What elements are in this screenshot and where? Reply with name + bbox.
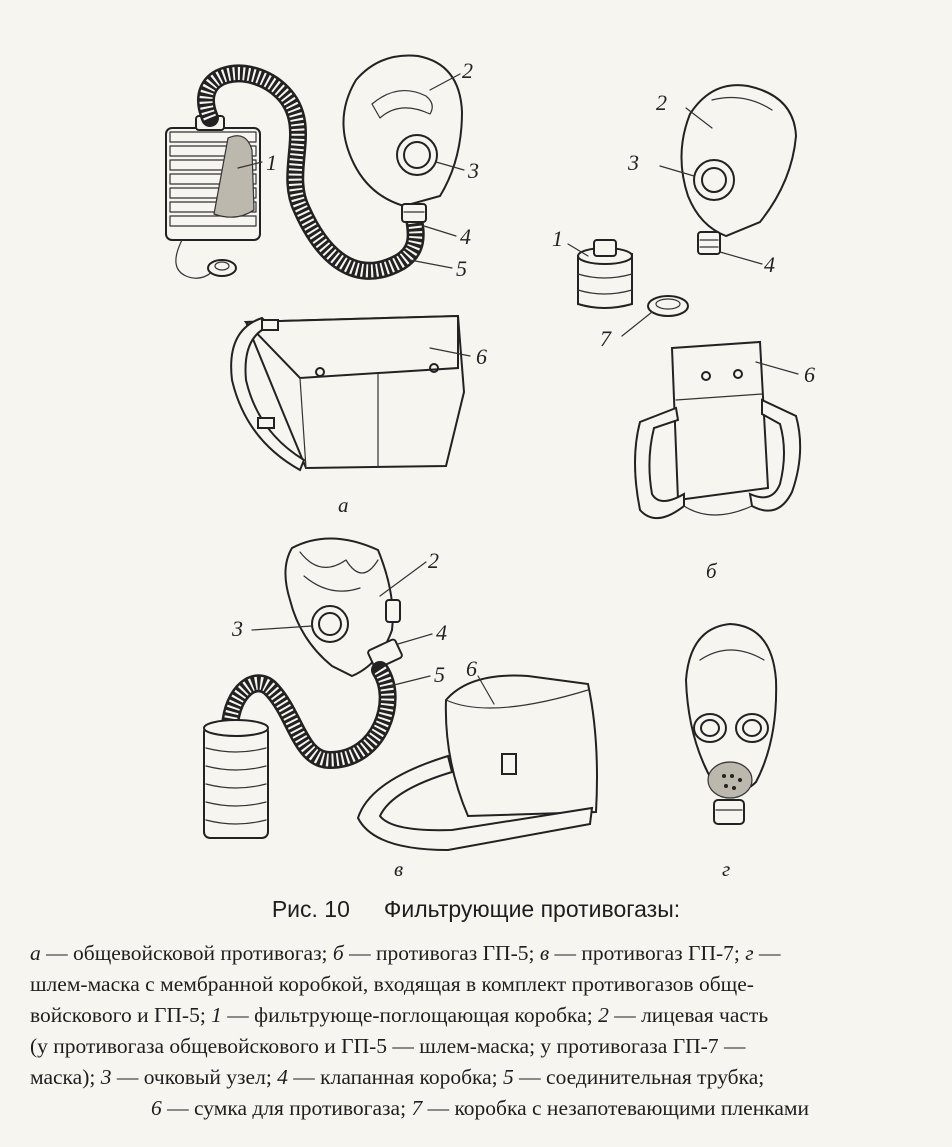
caption-text: — лицевая часть	[608, 1003, 769, 1027]
mask-bag-b	[635, 342, 800, 518]
helmet-mask-b	[681, 85, 796, 254]
caption-key: а	[30, 941, 41, 965]
caption-key: 5	[503, 1065, 514, 1089]
caption-text: — соединительная трубка;	[513, 1065, 765, 1089]
callout-v-6: 6	[466, 656, 477, 681]
filter-canister-a	[166, 116, 260, 278]
caption-line	[30, 1000, 930, 1031]
panel-a	[166, 56, 487, 518]
panel-g	[686, 624, 776, 881]
caption-text: — сумка для противогаза;	[161, 1096, 412, 1120]
panel-b	[552, 85, 815, 583]
caption-text: — фильтрующе-поглощающая коробка;	[221, 1003, 599, 1027]
callout-b-2: 2	[656, 90, 667, 115]
callout-b-1: 1	[552, 226, 563, 251]
panel-label-b: б	[706, 559, 717, 583]
helmet-mask-g	[686, 624, 776, 824]
caption-key: в	[539, 941, 550, 965]
caption-text: — клапанная коробка;	[287, 1065, 504, 1089]
callout-v-4: 4	[436, 620, 447, 645]
callout-a-3: 3	[468, 158, 479, 183]
callout-b-3: 3	[628, 150, 639, 175]
callout-v-5: 5	[434, 662, 445, 687]
caption-key: г	[745, 941, 754, 965]
callout-v-3: 3	[232, 616, 243, 641]
caption-key: б	[332, 941, 344, 965]
callout-a-5: 5	[456, 256, 467, 281]
panel-label-g: г	[722, 857, 731, 881]
caption-text: (у противогаза общевойскового и ГП-5 — шлем-маска; у противогаза ГП-7 —	[30, 1034, 746, 1058]
figure-caption-legend	[30, 938, 930, 1124]
mask-bag-a	[231, 316, 464, 470]
caption-line	[30, 1093, 930, 1124]
figure-title: Фильтрующие противогазы:	[383, 896, 681, 922]
caption-text: — общевойсковой противогаз;	[40, 941, 333, 965]
mask-v	[285, 538, 402, 676]
caption-line	[30, 938, 930, 969]
caption-line	[30, 1062, 930, 1093]
callout-b-4: 4	[764, 252, 775, 277]
callout-b-7: 7	[600, 326, 611, 351]
callout-a-6: 6	[476, 344, 487, 369]
film-box-b	[648, 296, 688, 316]
caption-line	[30, 969, 930, 1000]
caption-text: маска);	[30, 1065, 101, 1089]
caption-key: 4	[277, 1065, 288, 1089]
filter-canister-v	[204, 720, 268, 838]
caption-text: войскового и ГП-5;	[30, 1003, 212, 1027]
caption-text: — очковый узел;	[111, 1065, 278, 1089]
caption-key: 2	[598, 1003, 609, 1027]
caption-text: шлем-маска с мембранной коробкой, входящая в комплект противогазов обще-	[30, 972, 754, 996]
caption-key: 1	[211, 1003, 222, 1027]
callout-b-6: 6	[804, 362, 815, 387]
caption-line	[30, 1031, 930, 1062]
figure-caption-title	[0, 896, 952, 923]
callout-a-1: 1	[266, 150, 277, 175]
callout-a-4: 4	[460, 224, 471, 249]
figure-number: Рис. 10	[271, 896, 350, 922]
caption-key: 6	[151, 1096, 162, 1120]
panel-label-a: а	[338, 493, 349, 517]
panel-v	[204, 538, 597, 881]
caption-text: —	[753, 941, 781, 965]
callout-v-2: 2	[428, 548, 439, 573]
caption-text: — коробка с незапотевающими пленками	[422, 1096, 809, 1120]
callout-a-2: 2	[462, 58, 473, 83]
caption-text: — противогаз ГП-5;	[343, 941, 540, 965]
helmet-mask-a	[343, 56, 462, 223]
panel-label-v: в	[394, 857, 404, 881]
filter-canister-b	[578, 240, 632, 308]
caption-key: 3	[100, 1065, 112, 1089]
caption-text: — противогаз ГП-7;	[549, 941, 746, 965]
caption-key: 7	[411, 1096, 423, 1120]
